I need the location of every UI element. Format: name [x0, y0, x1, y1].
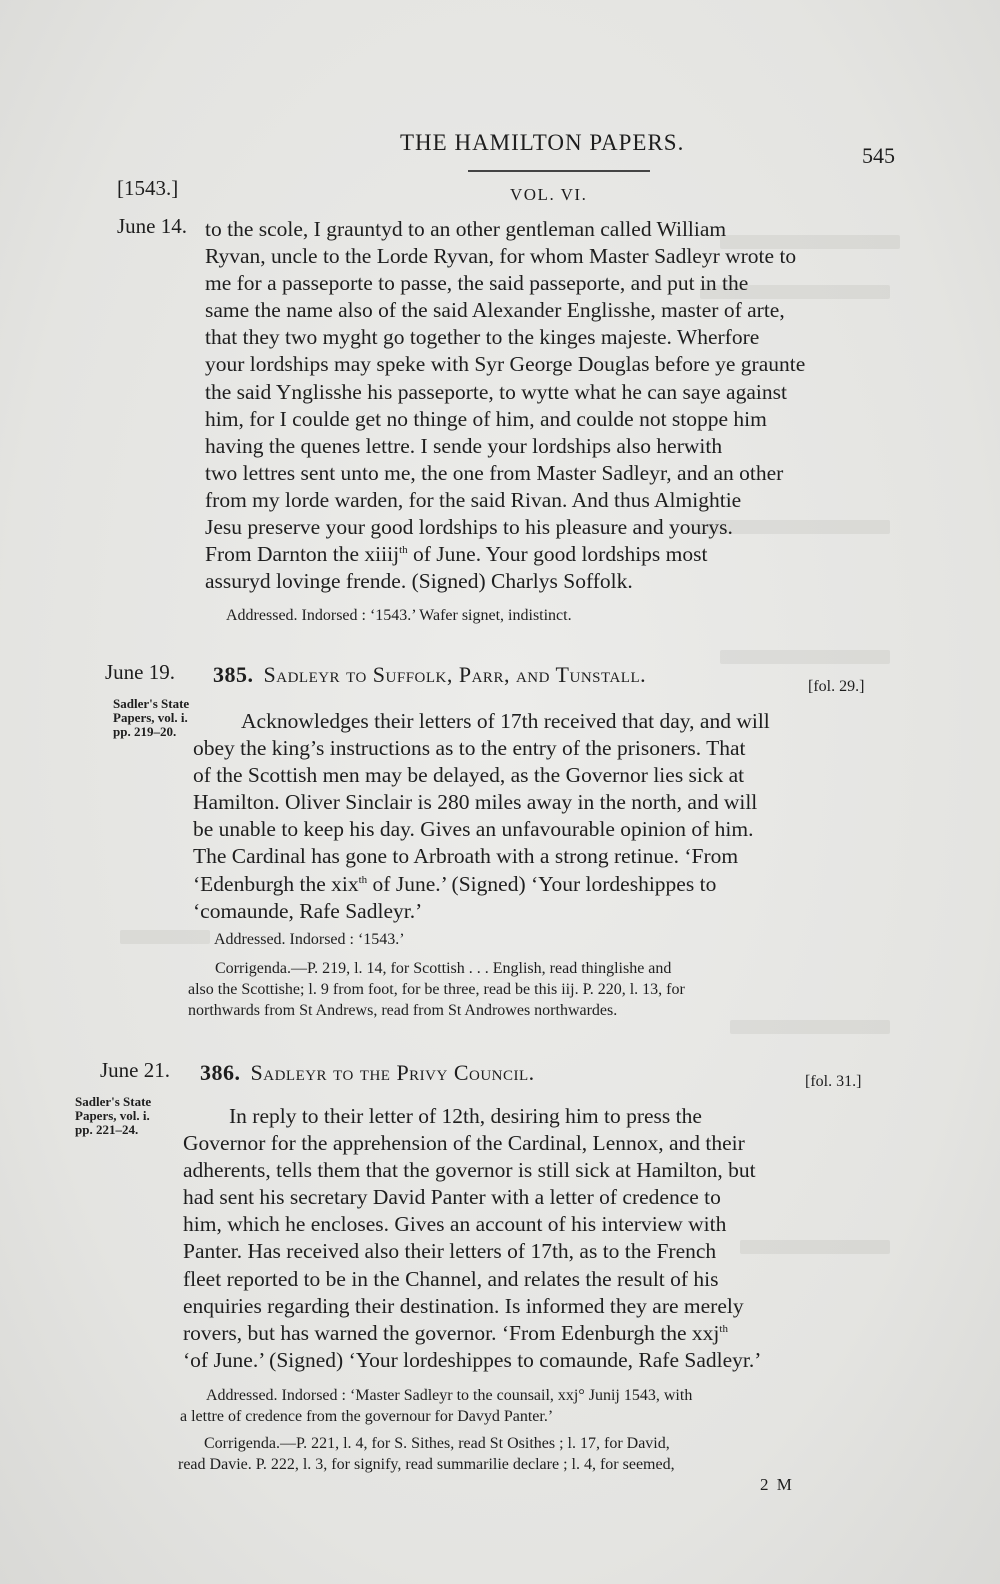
text-line: The Cardinal has gone to Arbroath with a strong retinue. ‘From [193, 844, 739, 869]
ref-line: Papers, vol. i. [75, 1108, 150, 1123]
text-line: same the name also of the said Alexander Englisshe, master of arte, [205, 298, 785, 323]
text-line: had sent his secretary David Panter with a letter of credence to [183, 1185, 721, 1210]
running-title: THE HAMILTON PAPERS. [400, 130, 685, 155]
text-line [183, 1320, 873, 1347]
text-line: Jesu preserve your good lordships to his pleasure and yourys. [205, 515, 733, 540]
corrigenda [188, 958, 876, 1021]
text-span: rovers, but has warned the governor. ‘From Edenburgh the xxj [183, 1320, 720, 1345]
text-line: Acknowledges their letters of 17th received that day, and will [241, 709, 770, 733]
year-tag: [1543.] [117, 176, 179, 200]
text-line: two lettres sent unto me, the one from Master Sadleyr, and an other [205, 460, 784, 485]
text-line: ‘of June.’ (Signed) ‘Your lordeshippes to comaunde, Rafe Sadleyr.’ [183, 1347, 762, 1372]
text-span: of June.’ (Signed) ‘Your lordeshippes to [367, 871, 717, 896]
text-line: your lordships may speke with Syr George Douglas before ye graunte [205, 352, 806, 377]
ref-line: pp. 219–20. [113, 724, 177, 739]
text-line: to the scole, I grauntyd to an other gentleman called William [205, 217, 727, 241]
text-line [193, 871, 878, 898]
text-line: Panter. Has received also their letters of 17th, as to the French [183, 1239, 717, 1264]
entry-title: Sadleyr to the Privy Council. [250, 1060, 535, 1085]
continuation-text [205, 216, 885, 595]
superscript: th [358, 873, 368, 886]
entry-number: 386. [200, 1060, 241, 1085]
volume-label: VOL. VI. [510, 185, 588, 204]
corrigenda-line: also the Scottishe; l. 9 from foot, for be three, read be this iij. P. 220, l. 13, for [188, 981, 685, 998]
text-line: of the Scottish men may be delayed, as the Governor lies sick at [193, 763, 745, 788]
corrigenda-line: Corrigenda.—P. 221, l. 4, for S. Sithes, read St Osithes ; l. 17, for David, [204, 1435, 670, 1452]
text-line: Ryvan, uncle to the Lorde Ryvan, for whom Master Sadleyr wrote to [205, 244, 797, 269]
addressed-note [180, 1385, 870, 1427]
text-line: fleet reported to be in the Channel, and relates the result of his [183, 1266, 719, 1291]
text-line: obey the king’s instructions as to the entry of the prisoners. That [193, 736, 746, 761]
text-span: of June. Your good lordships most [407, 542, 708, 567]
text-line: having the quenes lettre. I sende your lordships also herwith [205, 433, 723, 458]
folio-ref: [fol. 29.] [808, 678, 865, 695]
text-line: that they two myght go together to the kinges majeste. Wherfore [205, 325, 760, 350]
entry-title: Sadleyr to Suffolk, Parr, and Tunstall. [263, 662, 647, 687]
entry-text [183, 1103, 873, 1374]
text-span: From Darnton the xiiij [205, 542, 400, 567]
text-line: In reply to their letter of 12th, desiring him to press the [229, 1104, 702, 1128]
corrigenda-line: read Davie. P. 222, l. 3, for signify, read summarilie declare ; l. 4, for seemed, [178, 1456, 675, 1473]
entry-heading [213, 662, 646, 688]
entry-number: 385. [213, 662, 254, 687]
text-line [205, 541, 885, 568]
page-number: 545 [862, 143, 895, 168]
ref-line: Papers, vol. i. [113, 710, 188, 725]
text-line: adherents, tells them that the governor is still sick at Hamilton, but [183, 1158, 756, 1183]
text-line: ‘comaunde, Rafe Sadleyr.’ [193, 898, 423, 923]
text-line: Hamilton. Oliver Sinclair is 280 miles away in the north, and will [193, 790, 758, 815]
text-span: ‘Edenburgh the xix [193, 871, 359, 896]
text-line: him, for I coulde get no thinge of him, and coulde not stoppe him [205, 406, 767, 431]
text-line: Governor for the apprehension of the Cardinal, Lennox, and their [183, 1131, 745, 1156]
text-line: assuryd lovinge frende. (Signed) Charlys Soffolk. [205, 569, 633, 594]
text-line: from my lorde warden, for the said Rivan. And thus Almightie [205, 487, 742, 512]
entry-date: June 14. [117, 214, 187, 238]
entry-text [193, 708, 878, 925]
title-rule [468, 170, 650, 172]
corrigenda-line: northwards from St Andrews, read from St Androwes northwardes. [188, 1002, 618, 1019]
text-line: me for a passeporte to passe, the said passeporte, and put in the [205, 271, 749, 296]
text-line: enquiries regarding their destination. Is informed they are merely [183, 1293, 744, 1318]
entry-heading [200, 1060, 535, 1086]
text-line: him, which he encloses. Gives an account of his interview with [183, 1212, 727, 1237]
superscript: th [399, 543, 408, 556]
signature-mark: 2 M [760, 1475, 794, 1494]
ref-line: Sadler's State [75, 1094, 152, 1109]
ref-line: Sadler's State [113, 696, 190, 711]
text-line: be unable to keep his day. Gives an unfavourable opinion of him. [193, 817, 754, 842]
margin-reference [75, 1095, 151, 1137]
text-line: the said Ynglisshe his passeporte, to wytte what he can saye against [205, 379, 787, 404]
addressed-line: Addressed. Indorsed : ‘Master Sadleyr to the counsail, xxj° Junij 1543, with [206, 1387, 693, 1404]
superscript: th [719, 1322, 728, 1335]
addressed-line: a lettre of credence from the governour for Davyd Panter.’ [180, 1408, 554, 1425]
folio-ref: [fol. 31.] [805, 1073, 862, 1090]
addressed-note: Addressed. Indorsed : ‘1543.’ [214, 931, 405, 948]
ref-line: pp. 221–24. [75, 1122, 139, 1137]
corrigenda [178, 1433, 872, 1475]
margin-reference [113, 697, 189, 739]
addressed-note: Addressed. Indorsed : ‘1543.’ Wafer signet, indistinct. [226, 607, 572, 624]
entry-date: June 19. [105, 660, 175, 684]
entry-date: June 21. [100, 1058, 170, 1082]
corrigenda-line: Corrigenda.—P. 219, l. 14, for Scottish . . . English, read thinglishe and [215, 960, 672, 977]
